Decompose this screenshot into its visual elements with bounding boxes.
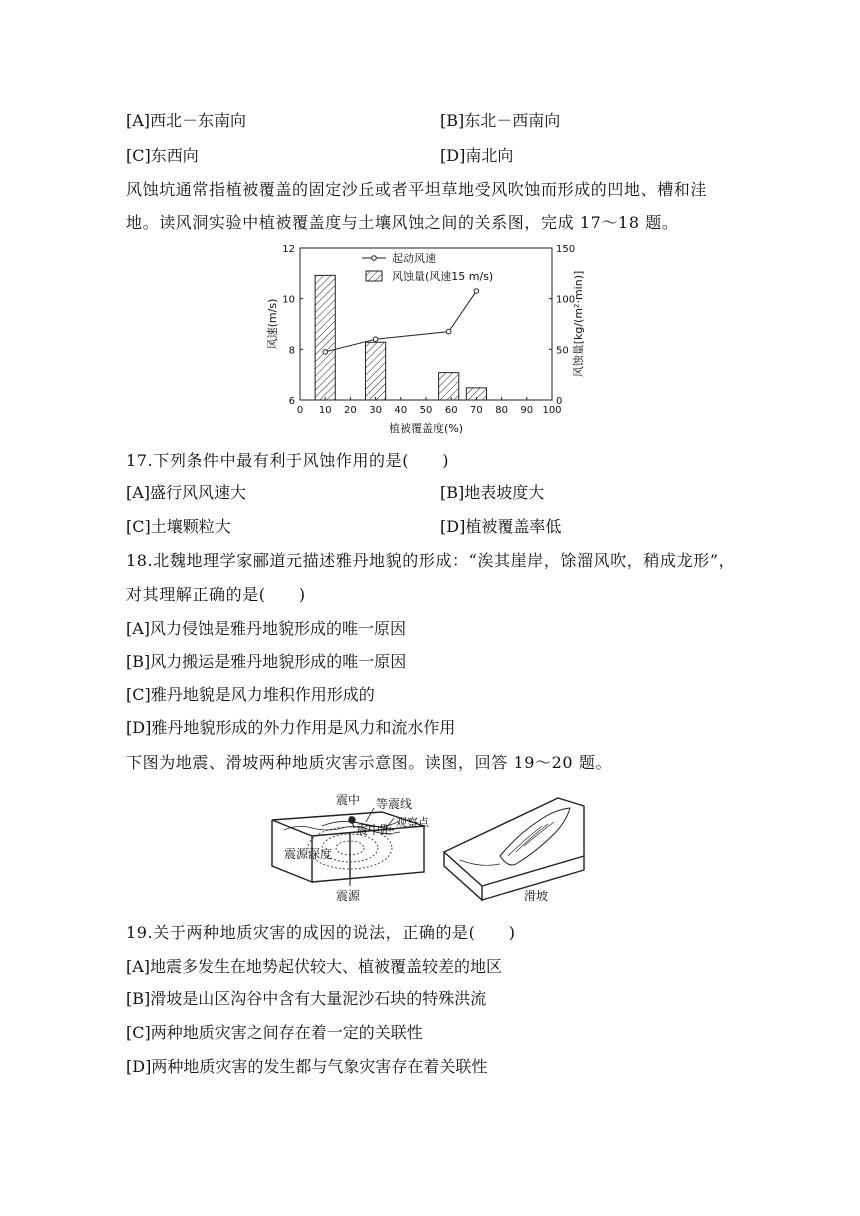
q16-option-a: [A]西北－东南向: [126, 111, 247, 130]
y-left-tick-label-6: 6: [288, 396, 295, 407]
q18-stem-line2: 对其理解正确的是( ): [126, 585, 306, 604]
q19-option-b: [B]滑坡是山区沟谷中含有大量泥沙石块的特殊洪流: [126, 989, 487, 1008]
y-right-tick-label-150: 150: [556, 244, 576, 255]
erosion-bar-30: [366, 342, 386, 400]
x-axis-label: 植被覆盖度(%): [388, 422, 464, 435]
landslide-block: [444, 798, 584, 900]
q18-option-b: [B]风力搬运是雅丹地貌形成的唯一原因: [126, 652, 407, 671]
earthquake-landslide-figure: [262, 786, 592, 906]
threshold-wind-line: [325, 291, 476, 352]
x-tick-label-20: 20: [344, 405, 357, 416]
q18-option-a: [A]风力侵蚀是雅丹地貌形成的唯一原因: [126, 619, 407, 638]
intro-17-18-line2: 地。读风洞实验中植被覆盖度与土壤风蚀之间的关系图，完成 17～18 题。: [126, 213, 679, 232]
legend-line-marker: [372, 256, 377, 261]
x-tick-label-70: 70: [470, 405, 483, 416]
x-tick-label-40: 40: [394, 405, 408, 416]
q17-stem: 17.下列条件中最有利于风蚀作用的是( ): [126, 451, 450, 470]
y-left-axis-label: 风速(m/s): [266, 298, 279, 350]
threshold-wind-point-10: [323, 350, 328, 355]
q18-stem-line1: 18.北魏地理学家郦道元描述雅丹地貌的形成：“涘其崖岸，馀溜风吹，稍成龙形”，: [126, 551, 736, 570]
x-tick-label-100: 100: [542, 405, 562, 416]
intro-17-18-line1: 风蚀坑通常指植被覆盖的固定沙丘或者平坦草地受风吹蚀而形成的凹地、槽和洼: [126, 180, 708, 199]
label-isoseismal: 等震线: [376, 797, 413, 811]
x-tick-label-90: 90: [520, 405, 534, 416]
y-left-tick-label-10: 10: [282, 294, 295, 306]
legend-label-erosion: 风蚀量(风速15 m/s): [392, 270, 494, 283]
x-tick-label-60: 60: [444, 405, 458, 416]
y-right-tick-label-100: 100: [556, 294, 576, 306]
q18-option-d: [D]雅丹地貌形成的外力作用是风力和流水作用: [126, 718, 456, 737]
y-right-tick-label-50: 50: [556, 345, 569, 357]
erosion-bar-59: [439, 373, 459, 400]
vegetation-wind-erosion-chart: [262, 238, 602, 444]
label-observation-point: 观察点: [396, 816, 429, 829]
q18-option-c: [C]雅丹地貌是风力堆积作用形成的: [126, 685, 375, 704]
label-epicenter: 震中: [336, 793, 361, 807]
erosion-bar-10: [315, 275, 335, 400]
q17-option-d: [D]植被覆盖率低: [440, 517, 562, 536]
x-tick-label-0: 0: [296, 405, 304, 416]
legend-label-threshold-wind: 起动风速: [392, 252, 436, 265]
q17-option-a: [A]盛行风风速大: [126, 483, 247, 502]
threshold-wind-point-59: [446, 329, 451, 334]
label-landslide: 滑坡: [524, 889, 549, 903]
q16-option-b: [B]东北－西南向: [440, 111, 561, 130]
x-tick-label-30: 30: [369, 405, 382, 416]
x-tick-label-80: 80: [495, 405, 508, 416]
legend-bar-symbol: [366, 271, 382, 281]
q17-option-b: [B]地表坡度大: [440, 483, 545, 502]
q19-option-c: [C]两种地质灾害之间存在着一定的关联性: [126, 1023, 423, 1042]
y-left-tick-label-12: 12: [282, 244, 295, 255]
threshold-wind-point-70: [474, 289, 479, 294]
x-tick-label-50: 50: [419, 405, 433, 416]
y-right-tick-label-0: 0: [556, 396, 563, 407]
label-focus: 震源: [336, 889, 361, 903]
x-tick-label-10: 10: [318, 405, 332, 416]
q16-option-c: [C]东西向: [126, 146, 199, 165]
y-right-axis-label: 风蚀量[kg/(m²·min)]: [572, 270, 585, 378]
q17-option-c: [C]土壤颗粒大: [126, 517, 231, 536]
q16-option-d: [D]南北向: [440, 146, 514, 165]
threshold-wind-point-30: [373, 337, 378, 342]
label-epicentral-distance: 震中距: [356, 823, 393, 837]
intro-19-20: 下图为地震、滑坡两种地质灾害示意图。读图，回答 19～20 题。: [126, 753, 613, 772]
label-focal-depth: 震源深度: [284, 847, 333, 861]
q19-stem: 19.关于两种地质灾害的成因的说法，正确的是( ): [126, 923, 516, 942]
y-left-tick-label-8: 8: [288, 345, 295, 357]
q19-option-d: [D]两种地质灾害的发生都与气象灾害存在着关联性: [126, 1057, 488, 1076]
q19-option-a: [A]地震多发生在地势起伏较大、植被覆盖较差的地区: [126, 957, 503, 976]
